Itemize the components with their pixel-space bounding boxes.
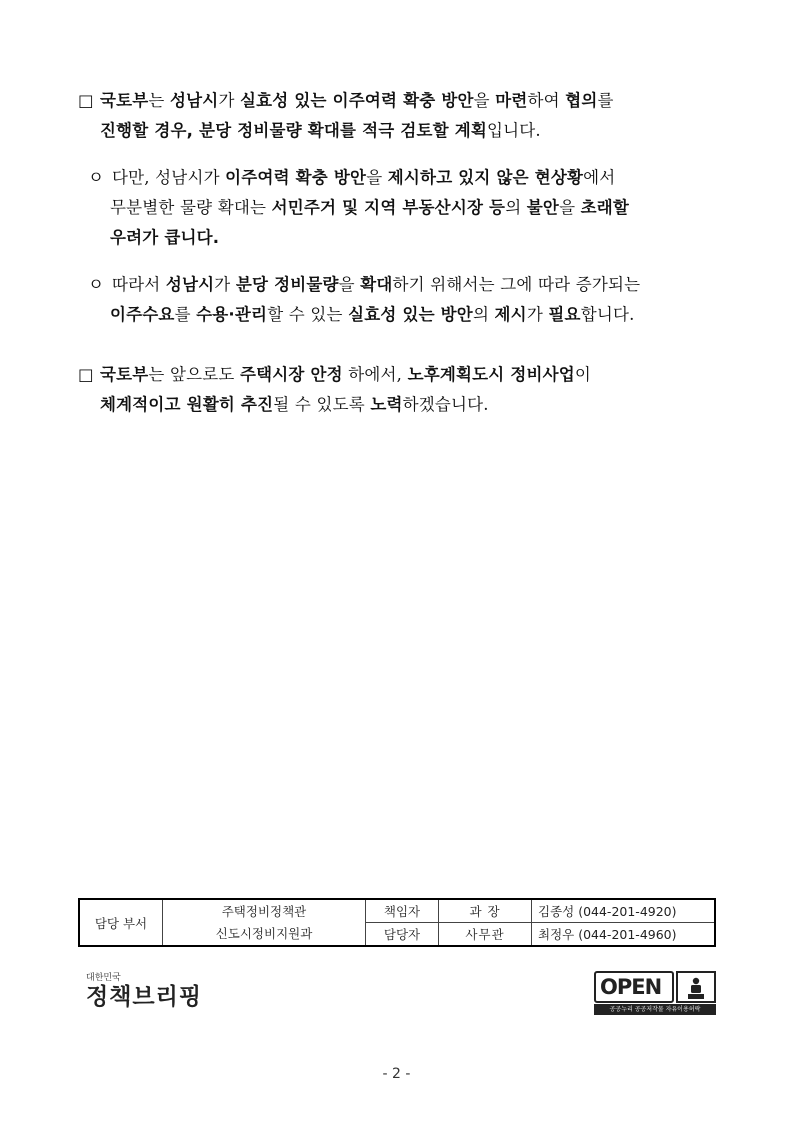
paragraph-2-line-2 [88, 193, 629, 223]
attribution-box [676, 971, 716, 1003]
bold-text-run: 노후계획도시 정비사업 [407, 365, 575, 384]
text-run: 을 [473, 91, 496, 110]
bold-text-run: 분당 정비물량 [235, 275, 339, 294]
bold-text-run: 노력 [370, 395, 403, 414]
bold-text-run: 제시하고 있지 않은 현상황 [387, 168, 584, 187]
paragraph-3 [88, 270, 640, 330]
open-text: OPEN [600, 975, 662, 999]
paragraph-2-line-1 [88, 163, 629, 193]
bold-text-run: 주택시장 안정 [240, 365, 343, 384]
dept-line-1: 주택정비정책관 [221, 903, 307, 919]
kogl-open-logo [594, 971, 716, 1015]
paragraph-4-line-1 [78, 360, 591, 390]
text-run: 따라서 [112, 275, 166, 294]
role-cell: 담당자 [366, 923, 439, 947]
paragraph-4-line-2 [78, 390, 591, 420]
role-cell: 책임자 [366, 899, 439, 923]
text-run: 하여 [527, 91, 566, 110]
page-number: - 2 - [382, 1066, 411, 1082]
circle-bullet: ㅇ [88, 168, 105, 187]
text-run: 입니다. [487, 121, 541, 140]
bold-text-run: 실효성 있는 이주여력 확충 방안 [240, 91, 474, 110]
text-run: 를 [597, 91, 614, 110]
text-run: 에서 [583, 168, 616, 187]
position-cell: 과 장 [439, 899, 532, 923]
text-run: 을 [366, 168, 388, 187]
paragraph-1-line-1 [78, 86, 614, 116]
text-run: 의 [472, 305, 495, 324]
text-run: 하겠습니다. [402, 395, 489, 414]
bold-text-run: 협의 [565, 91, 598, 110]
text-run: 의 [505, 198, 527, 217]
person-cell: 김종성 (044-201-4920) [532, 899, 716, 923]
bold-text-run: 체계적이고 원활히 추진 [100, 395, 274, 414]
contact-row-1 [79, 899, 715, 923]
text-run: 을 [559, 198, 581, 217]
paragraph-1 [78, 86, 614, 146]
bold-text-run: 확대 [360, 275, 393, 294]
paragraph-2-line-3 [88, 223, 629, 253]
paragraph-2 [88, 163, 629, 253]
person-cell: 최정우 (044-201-4960) [532, 923, 716, 947]
text-run: 다만, 성남시가 [112, 168, 226, 187]
text-run: 하에서, [342, 365, 408, 384]
text-run: 합니다. [580, 305, 635, 324]
bold-text-run: 국토부 [100, 365, 149, 384]
bold-text-run: 불안 [526, 198, 560, 217]
bold-text-run: 실효성 있는 방안 [348, 305, 473, 324]
bold-text-run: 필요 [548, 305, 581, 324]
person-attribution-icon [686, 976, 706, 1000]
dept-line-2: 신도시정비지원과 [215, 925, 313, 941]
contact-table [78, 898, 716, 947]
square-bullet: □ [78, 91, 94, 110]
text-run: 할 수 있는 [267, 305, 349, 324]
paragraph-1-line-2 [78, 116, 614, 146]
bold-text-run: 진행할 경우, 분당 정비물량 확대를 적극 검토할 계획 [100, 121, 487, 140]
bold-text-run: 이주수요 [110, 305, 175, 324]
bold-text-run: 초래할 [580, 198, 630, 217]
text-run: 가 [526, 305, 549, 324]
text-run: 하기 위해서는 그에 따라 증가되는 [392, 275, 641, 294]
bold-text-run: 수용·관리 [196, 305, 268, 324]
text-run: 는 앞으로도 [148, 365, 241, 384]
text-run: 이 [574, 365, 592, 384]
text-run: 를 [174, 305, 197, 324]
text-run: 가 [218, 91, 241, 110]
text-run: 가 [214, 275, 236, 294]
open-subtitle: 공공누리 공공저작물 자유이용허락 [594, 1004, 716, 1015]
text-run: 무분별한 물량 확대는 [110, 198, 272, 217]
bold-text-run: 국토부 [100, 91, 149, 110]
text-run: 될 수 있도록 [273, 395, 371, 414]
open-box [594, 971, 674, 1003]
dept-cell [163, 899, 366, 946]
text-run: 는 [148, 91, 171, 110]
square-bullet: □ [78, 365, 94, 384]
bold-text-run: 마련 [495, 91, 528, 110]
paragraph-3-line-1 [88, 270, 640, 300]
dept-header-cell: 담당 부서 [79, 899, 163, 946]
circle-bullet: ㅇ [88, 275, 105, 294]
logo-small-text: 대한민국 [86, 973, 121, 983]
paragraph-3-line-2 [88, 300, 640, 330]
paragraph-4 [78, 360, 591, 420]
text-run: 을 [338, 275, 361, 294]
bold-text-run: 서민주거 및 지역 부동산시장 등 [271, 198, 506, 217]
bold-text-run: 이주여력 확충 방안 [225, 168, 367, 187]
bold-text-run: 우려가 큽니다. [110, 228, 220, 247]
bold-text-run: 성남시 [170, 91, 219, 110]
bold-text-run: 성남시 [165, 275, 215, 294]
logo-big-text: 정책브리핑 [86, 984, 203, 1010]
bold-text-run: 제시 [494, 305, 527, 324]
position-cell: 사무관 [439, 923, 532, 947]
policy-briefing-logo [86, 970, 202, 1011]
